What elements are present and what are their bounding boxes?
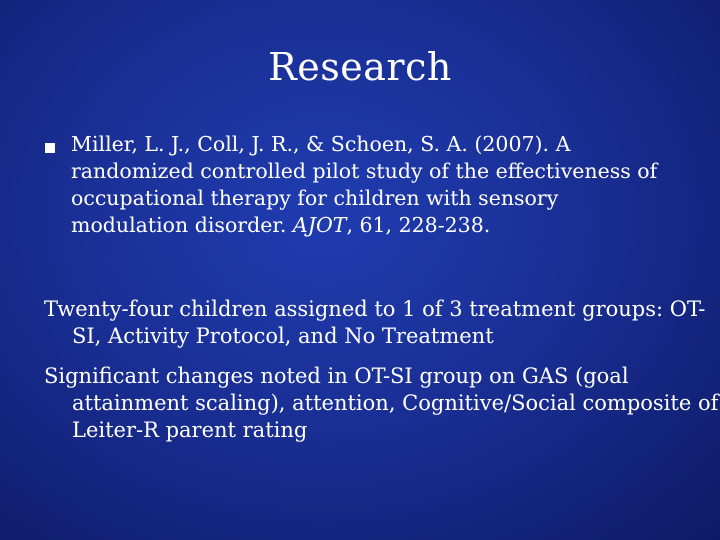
paragraph-treatment-groups: Twenty-four children assigned to 1 of 3 treatment groups: OT-SI, Activity Protocol, and No Treatment (44, 297, 706, 348)
citation-authors-title: Miller, L. J., Coll, J. R., & Schoen, S. A. (2007). A randomized controlled pilot study of the effectiveness of occupational therapy for children with sensory modulation disorder. (71, 132, 658, 237)
citation-bullet (45, 131, 685, 239)
paragraph-significant-changes: Significant changes noted in OT-SI group on GAS (goal attainment scaling), attention, Cognitive/Social composite of Leiter-R parent rating (44, 364, 719, 442)
citation-journal: AJOT (292, 213, 347, 237)
slide-title: Research (268, 45, 452, 89)
citation-text (71, 131, 671, 239)
citation-volume-pages: , 61, 228-238. (346, 213, 491, 237)
square-bullet-icon (45, 143, 55, 153)
